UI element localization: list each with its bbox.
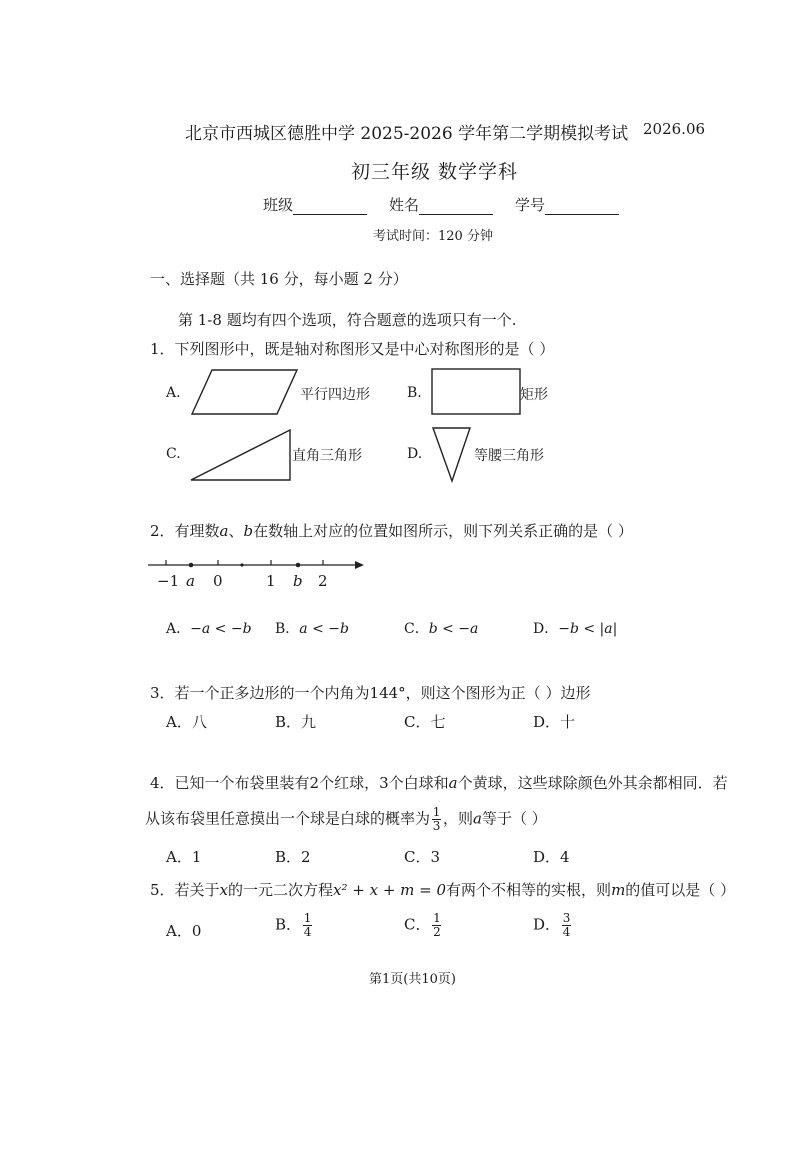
q4-stem-line2: 从该布袋里任意摸出一个球是白球的概率为 $\frac{1}{3}$ ，则a等于（ ） [145, 805, 547, 833]
q4-option-d: D．4 [533, 848, 570, 866]
q3-option-a: A．八 [166, 713, 207, 731]
q2-option-b: B．a < −b [275, 621, 349, 637]
q4-option-a: A．1 [166, 848, 202, 866]
q1-option-a-label: 平行四边形 [300, 387, 370, 403]
q4-fraction: $\frac{1}{3}$ [432, 805, 441, 833]
q5-option-d: D． $\frac{3}{4}$ [533, 911, 571, 939]
axis-label-0: 0 [213, 572, 223, 590]
axis-label-2: 2 [318, 572, 328, 590]
q2-option-c: C．b < −a [404, 621, 479, 637]
q1-option-a-letter: A. [166, 385, 181, 401]
exam-time: 考试时间：120 分钟 [373, 229, 493, 244]
class-label: 班级 [263, 196, 294, 214]
q2-stem: 2．有理数a、b在数轴上对应的位置如图所示，则下列关系正确的是（ ） [150, 522, 633, 540]
axis-arrow [355, 561, 364, 569]
id-label: 学号 [515, 196, 546, 214]
q5-option-b: B． $\frac{1}{4}$ [275, 911, 312, 939]
point-a [189, 563, 194, 568]
name-label: 姓名 [389, 196, 420, 214]
q3-option-c: C．七 [404, 713, 446, 731]
axis-label-a: a [186, 572, 195, 590]
exam-title: 北京市西城区德胜中学 2025-2026 学年第二学期模拟考试 [185, 124, 629, 144]
section-heading: 一、选择题（共 16 分，每小题 2 分） [150, 270, 408, 288]
q5-option-a: A．0 [166, 922, 202, 940]
q1-option-d-letter: D. [407, 446, 423, 462]
q1-stem: 1．下列图形中，既是轴对称图形又是中心对称图形的是（ ） [150, 340, 555, 358]
q1-option-d-label: 等腰三角形 [474, 448, 544, 464]
exam-date: 2026.06 [643, 120, 706, 138]
exam-subtitle: 初三年级 数学学科 [351, 161, 519, 183]
axis-label-1: 1 [266, 572, 276, 590]
q2-option-d: D．−b < |a| [533, 621, 618, 637]
section-instruction: 第 1-8 题均有四个选项，符合题意的选项只有一个. [178, 311, 517, 329]
q1-option-b-label: 矩形 [520, 387, 548, 403]
q4-stem-line1: 4．已知一个布袋里装有2个红球，3个白球和a个黄球，这些球除颜色外其余都相同．若 [150, 774, 728, 792]
q4-option-c: C．3 [404, 848, 441, 866]
q3-option-b: B．九 [275, 713, 317, 731]
q3-stem: 3．若一个正多边形的一个内角为144°，则这个图形为正（ ）边形 [150, 684, 591, 702]
page-number: 第1页(共10页) [369, 972, 456, 987]
q1-option-c-label: 直角三角形 [292, 448, 362, 464]
q1-option-c-letter: C. [166, 446, 181, 462]
axis-label-b: b [293, 572, 303, 590]
q5-option-c: C． $\frac{1}{2}$ [404, 911, 441, 939]
tick-mid [240, 563, 243, 566]
q5-stem: 5．若关于x的一元二次方程x² + x + m = 0有两个不相等的实根，则m的值可以是（ ） [150, 881, 736, 899]
q4-option-b: B．2 [275, 848, 311, 866]
point-b [296, 563, 301, 568]
q3-option-d: D．十 [533, 713, 576, 731]
q1-option-b-letter: B. [407, 385, 422, 401]
q2-option-a: A．−a < −b [166, 621, 252, 637]
axis-label-neg1: −1 [157, 572, 180, 590]
